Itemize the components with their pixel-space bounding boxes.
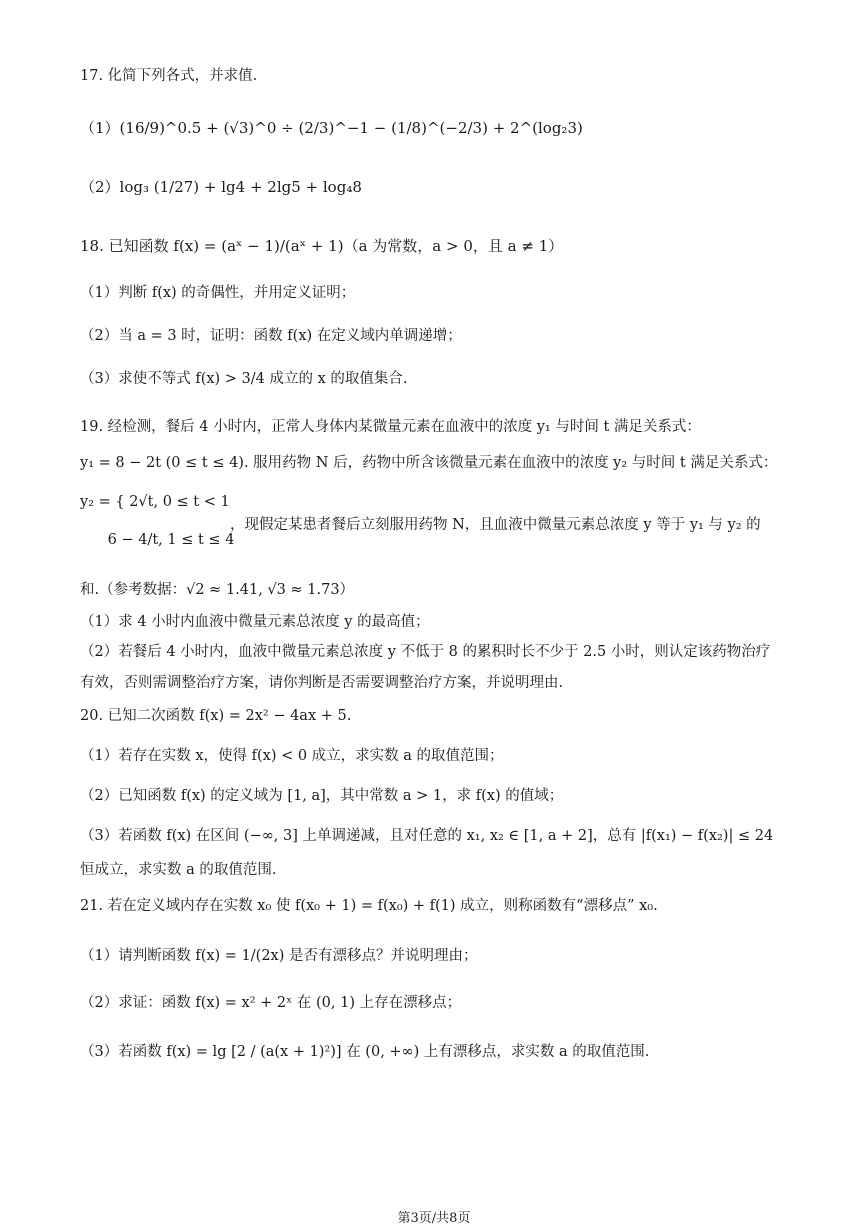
q20-part2: （2）已知函数 f(x) 的定义域为 [1, a]，其中常数 a > 1，求 f(x) 的值域； xyxy=(80,788,564,804)
q21-title: 21. 若在定义域内存在实数 x₀ 使 f(x₀ + 1) = f(x₀) + f(1) 成立，则称函数有“漂移点” x₀. xyxy=(80,898,658,914)
q17-part1: （1）(16/9)^0.5 + (√3)^0 ÷ (2/3)^−1 − (1/8)^(−2/3) + 2^(log₂3) xyxy=(80,119,583,137)
q19-line2: y₁ = 8 − 2t (0 ≤ t ≤ 4). 服用药物 N 后，药物中所含该微量元素在血液中的浓度 y₂ 与时间 t 满足关系式： xyxy=(80,455,778,471)
q19-piecewise-tail: ，现假定某患者餐后立刻服用药物 N，且血液中微量元素总浓度 y 等于 y₁ 与 y₂ 的 xyxy=(230,517,761,533)
q21-part3: （3）若函数 f(x) = lg [2 / (a(x + 1)²)] 在 (0, +∞) 上有漂移点，求实数 a 的取值范围. xyxy=(80,1044,650,1060)
q18-part3: （3）求使不等式 f(x) > 3/4 成立的 x 的取值集合. xyxy=(80,371,408,387)
q21-part1: （1）请判断函数 f(x) = 1/(2x) 是否有漂移点？并说明理由； xyxy=(80,948,478,964)
q19-part2-line1: （2）若餐后 4 小时内，血液中微量元素总浓度 y 不低于 8 的累积时长不少于 2.5 小时，则认定该药物治疗 xyxy=(80,644,771,660)
page-number: 第3页/共8页 xyxy=(397,1211,471,1226)
q17-title: 17. 化简下列各式，并求值. xyxy=(80,68,258,84)
q18-part1: （1）判断 f(x) 的奇偶性，并用定义证明； xyxy=(80,285,356,301)
q20-part3-line2: 恒成立，求实数 a 的取值范围. xyxy=(80,862,277,878)
q19-piecewise-2: 6 − 4/t, 1 ≤ t ≤ 4 xyxy=(80,532,235,548)
q19-reference-data: 和.（参考数据：√2 ≈ 1.41, √3 ≈ 1.73） xyxy=(80,582,355,598)
q18-part2: （2）当 a = 3 时，证明：函数 f(x) 在定义域内单调递增； xyxy=(80,328,462,344)
q19-piecewise-1: y₂ = { 2√t, 0 ≤ t < 1 xyxy=(80,494,230,510)
q20-title: 20. 已知二次函数 f(x) = 2x² − 4ax + 5. xyxy=(80,708,352,724)
q18-title: 18. 已知函数 f(x) = (aˣ − 1)/(aˣ + 1)（a 为常数，a > 0，且 a ≠ 1） xyxy=(80,237,564,255)
q20-part1: （1）若存在实数 x，使得 f(x) < 0 成立，求实数 a 的取值范围； xyxy=(80,748,504,764)
q19-part1: （1）求 4 小时内血液中微量元素总浓度 y 的最高值； xyxy=(80,614,430,630)
q20-part3-line1: （3）若函数 f(x) 在区间 (−∞, 3] 上单调递减，且对任意的 x₁, x₂ ∈ [1, a + 2]，总有 |f(x₁) − f(x₂)| ≤ 24 xyxy=(80,828,774,844)
q19-title: 19. 经检测，餐后 4 小时内，正常人身体内某微量元素在血液中的浓度 y₁ 与时间 t 满足关系式： xyxy=(80,419,701,435)
q21-part2: （2）求证：函数 f(x) = x² + 2ˣ 在 (0, 1) 上存在漂移点； xyxy=(80,995,462,1011)
q17-part2: （2）log₃ (1/27) + lg4 + 2lg5 + log₄8 xyxy=(80,178,362,196)
q19-part2-line2: 有效，否则需调整治疗方案，请你判断是否需要调整治疗方案，并说明理由. xyxy=(80,675,564,691)
